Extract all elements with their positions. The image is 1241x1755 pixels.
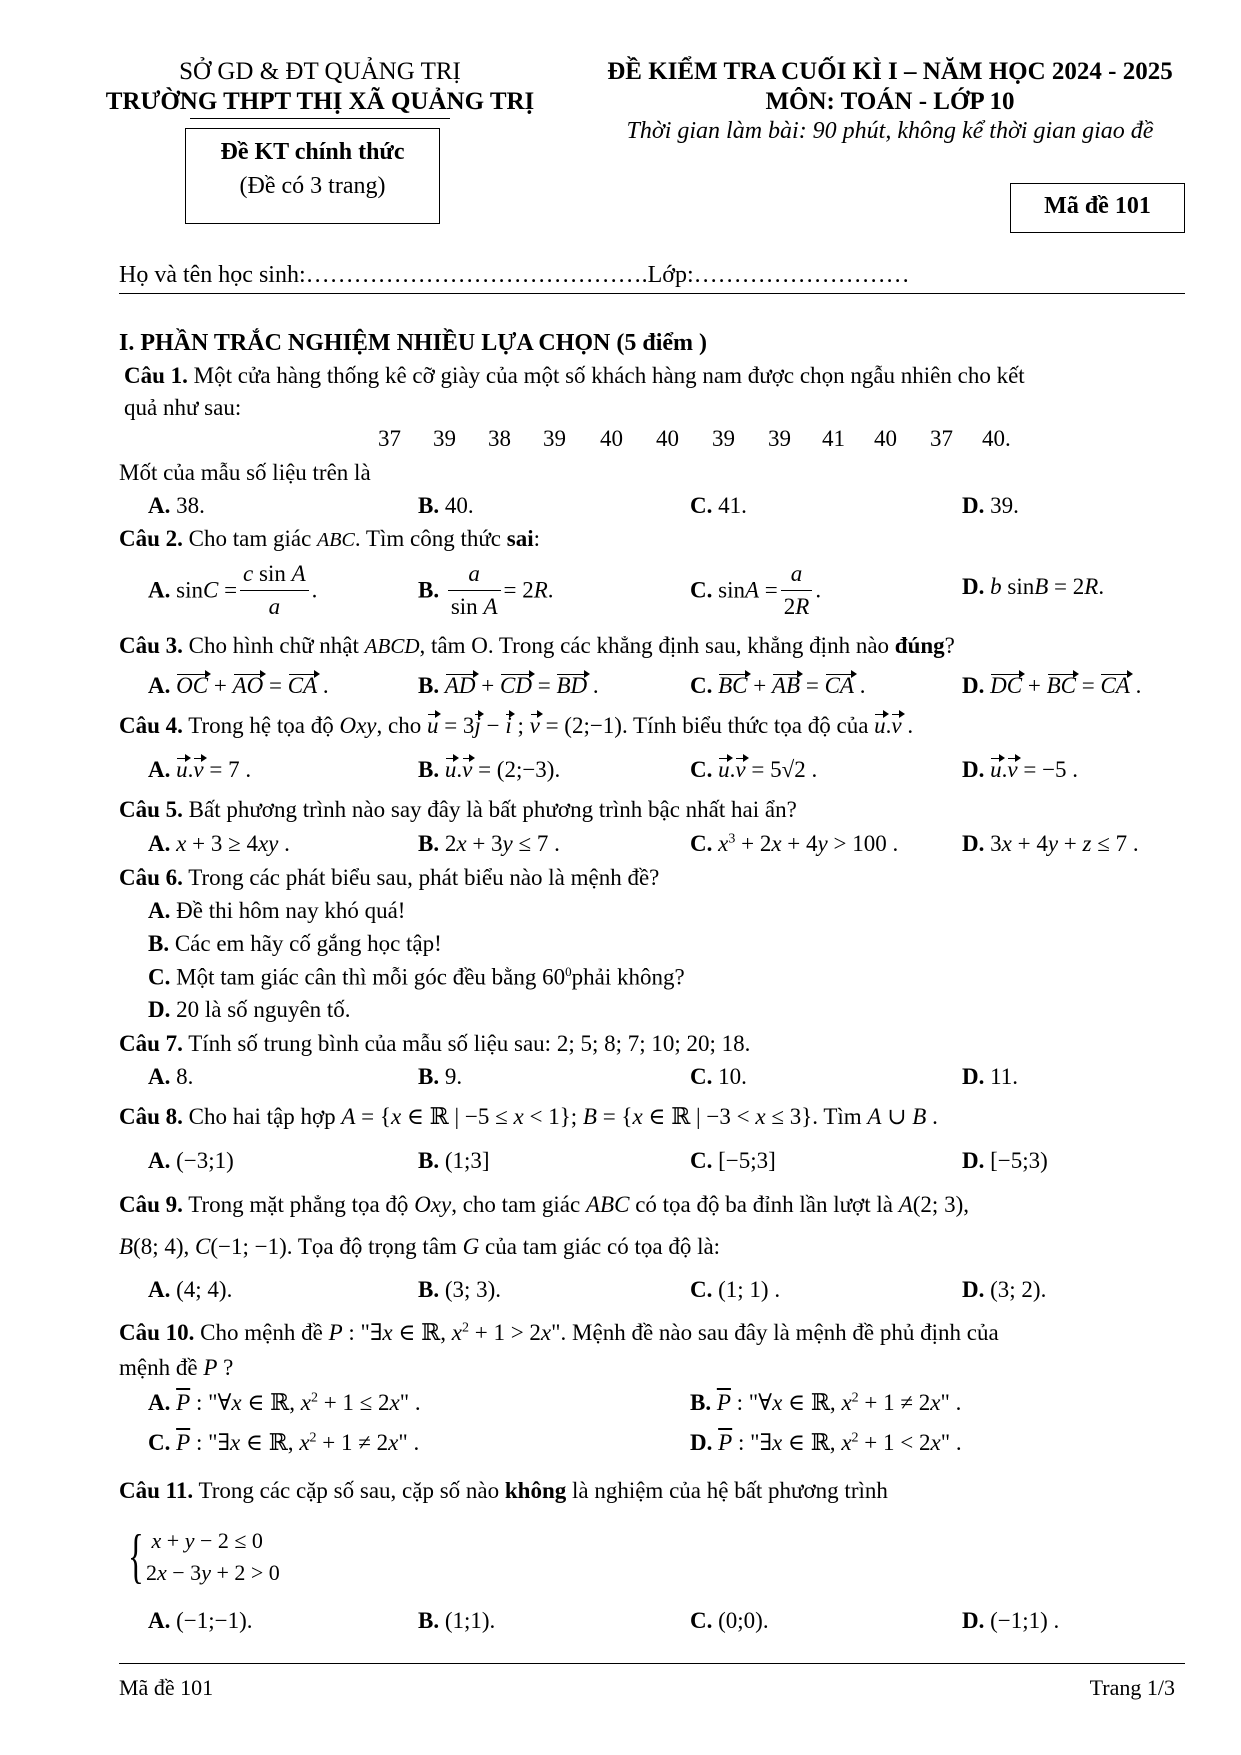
q3-option-d[interactable]: D. DC + BC = CA . — [962, 673, 1142, 698]
q6-option-c[interactable]: C. Một tam giác cân thì mỗi góc đều bằng $60^0phải$ không? — [148, 964, 685, 990]
q6-option-b[interactable]: B. Các em hãy cố gắng học tập! — [148, 931, 442, 956]
time-note: Thời gian làm bài: 90 phút, không kể thời gian giao đề — [626, 118, 1154, 144]
q8-option-d[interactable]: D. [−5;3) — [962, 1148, 1048, 1173]
subject-title: MÔN: TOÁN - LỚP 10 — [765, 88, 1015, 115]
q9-option-b[interactable]: B. (3; 3). — [418, 1277, 502, 1302]
exam-title: ĐỀ KIỂM TRA CUỐI KÌ I – NĂM HỌC 2024 - 2025 — [607, 58, 1173, 85]
q7-option-b[interactable]: B. 9. — [418, 1064, 463, 1089]
q2-option-a[interactable]: A. sinC = $\frac{\text{c sin A}}{a}$ . — [148, 558, 317, 623]
question-1: Câu 1. Một cửa hàng thống kê cỡ giày của một số khách hàng nam được chọn ngẫu nhiên cho kết — [124, 363, 1025, 388]
question-1-cont: quả như sau: — [124, 395, 242, 420]
q4-option-d[interactable]: D. u.v = −5 . — [962, 757, 1079, 782]
question-5: Câu 5. Bất phương trình nào say đây là bất phương trình bậc nhất hai ẩn? — [119, 797, 797, 822]
system-line-2: 2x − 3y + 2 > 0 — [146, 1560, 280, 1585]
q10-option-d[interactable]: D. $\overline{P}$ : "∃x ∈ ℝ, $x^2 + 1 < 2x$" . — [690, 1430, 962, 1455]
q3-option-c[interactable]: C. BC + AB = CA . — [690, 673, 866, 698]
q4-option-b[interactable]: B. u.v = (2;−3). — [418, 757, 561, 782]
system-line-1: x + y − 2 ≤ 0 — [151, 1528, 263, 1553]
q2-option-d[interactable]: D. b sinB = 2R. — [962, 574, 1105, 599]
question-4: Câu 4. Trong hệ tọa độ Oxy, cho u = 3j − i ; v = (2;−1). Tính biểu thức tọa độ của u.v . — [119, 713, 914, 738]
q10-option-a[interactable]: A. $\overline{P}$ : "∀x ∈ ℝ, $x^2 + 1 \le 2x$" . — [148, 1390, 421, 1415]
footer-exam-code: Mã đề 101 — [119, 1675, 214, 1700]
header-divider — [119, 293, 1185, 294]
q6-option-d[interactable]: D. 20 là số nguyên tố. — [148, 997, 351, 1022]
section-title: I. PHẦN TRẮC NGHIỆM NHIỀU LỰA CHỌN (5 điểm ) — [119, 330, 708, 356]
question-11: Câu 11. Trong các cặp số sau, cặp số nào không là nghiệm của hệ bất phương trình — [119, 1478, 888, 1503]
q9-option-d[interactable]: D. (3; 2). — [962, 1277, 1047, 1302]
official-label: Đề KT chính thức — [220, 139, 405, 165]
q10-option-b[interactable]: B. $\overline{P}$ : "∀x ∈ ℝ, $x^2 + 1 \ne 2x$" . — [690, 1390, 962, 1415]
q8-option-a[interactable]: A. (−3;1) — [148, 1148, 234, 1173]
question-8: Câu 8. Cho hai tập hợp A = {x ∈ ℝ | −5 ≤ x < 1}; B = {x ∈ ℝ | −3 < x ≤ 3}. Tìm A ∪ B . — [119, 1104, 938, 1129]
q2-option-b[interactable]: B. $\frac{a}{\text{sin A}}$ = 2R. — [418, 558, 554, 623]
q5-option-d[interactable]: D. 3x + 4y + z ≤ 7 . — [962, 831, 1139, 856]
q1-question: Mốt của mẫu số liệu trên là — [119, 460, 371, 485]
student-info-line — [119, 262, 910, 289]
q1-option-c[interactable]: C. 41. — [690, 493, 747, 518]
footer-divider — [119, 1663, 1185, 1664]
q7-option-c[interactable]: C. 10. — [690, 1064, 747, 1089]
q9-option-c[interactable]: C. (1; 1) . — [690, 1277, 781, 1302]
class-field[interactable]: ……………………… — [693, 262, 910, 288]
exam-code: Mã đề 101 — [1044, 193, 1151, 219]
q9-option-a[interactable]: A. (4; 4). — [148, 1277, 233, 1302]
system-brace: { — [128, 1523, 144, 1589]
question-6: Câu 6. Trong các phát biểu sau, phát biểu nào là mệnh đề? — [119, 865, 660, 890]
q4-option-c[interactable]: C. u.v = 5√2 . — [690, 757, 818, 782]
q5-option-b[interactable]: B. 2x + 3y ≤ 7 . — [418, 831, 560, 856]
class-label: Lớp: — [647, 262, 694, 288]
q4-option-a[interactable]: A. u.v = 7 . — [148, 757, 252, 782]
q1-data-row: 37 39 38 39 40 40 39 39 41 40 37 40. — [378, 426, 1011, 451]
q7-option-d[interactable]: D. 11. — [962, 1064, 1019, 1089]
q11-option-a[interactable]: A. (−1;−1). — [148, 1608, 253, 1633]
q8-option-b[interactable]: B. (1;3] — [418, 1148, 490, 1173]
pages-note: (Đề có 3 trang) — [239, 173, 386, 199]
school-name: TRƯỜNG THPT THỊ XÃ QUẢNG TRỊ — [105, 88, 535, 115]
q5-option-c[interactable]: C. $x^3 + 2x + 4y > 100$ . — [690, 831, 899, 856]
q1-option-a[interactable]: A. 38. — [148, 493, 205, 518]
q7-option-a[interactable]: A. 8. — [148, 1064, 194, 1089]
question-2: Câu 2. Cho tam giác ABC. Tìm công thức sai: — [119, 526, 540, 551]
q11-option-c[interactable]: C. (0;0). — [690, 1608, 769, 1633]
question-9-cont: B(8; 4), C(−1; −1). Tọa độ trọng tâm G của tam giác có tọa độ là: — [119, 1234, 721, 1259]
q11-option-d[interactable]: D. (−1;1) . — [962, 1608, 1060, 1633]
department-name: SỞ GD & ĐT QUẢNG TRỊ — [179, 58, 461, 85]
q11-option-b[interactable]: B. (1;1). — [418, 1608, 496, 1633]
question-10: Câu 10. Cho mệnh đề P : "∃x ∈ ℝ, $x^2 + 1 > 2x$". Mệnh đề nào sau đây là mệnh đề phủ định của — [119, 1320, 999, 1345]
footer-page-number: Trang 1/3 — [1089, 1675, 1175, 1700]
q3-option-b[interactable]: B. AD + CD = BD . — [418, 673, 599, 698]
name-field[interactable]: ……………………………………. — [305, 262, 648, 288]
q1-option-b[interactable]: B. 40. — [418, 493, 474, 518]
school-underline — [190, 118, 450, 119]
q8-option-c[interactable]: C. [−5;3] — [690, 1148, 776, 1173]
question-7: Câu 7. Tính số trung bình của mẫu số liệu sau: 2; 5; 8; 7; 10; 20; 18. — [119, 1031, 751, 1056]
name-label: Họ và tên học sinh: — [119, 262, 306, 288]
q2-option-c[interactable]: C. sinA = $\frac{a}{2R}$ . — [690, 558, 821, 623]
q5-option-a[interactable]: A. x + 3 ≥ 4xy . — [148, 831, 290, 856]
question-10-cont: mệnh đề P ? — [119, 1355, 234, 1380]
q3-option-a[interactable]: A. OC + AO = CA . — [148, 673, 329, 698]
q10-option-c[interactable]: C. $\overline{P}$ : "∃x ∈ ℝ, $x^2 + 1 \ne 2x$" . — [148, 1430, 420, 1455]
question-9: Câu 9. Trong mặt phẳng tọa độ Oxy, cho tam giác ABC có tọa độ ba đỉnh lần lượt là A(2; 3), — [119, 1192, 969, 1217]
q1-option-d[interactable]: D. 39. — [962, 493, 1019, 518]
q6-option-a[interactable]: A. Đề thi hôm nay khó quá! — [148, 898, 406, 923]
question-3: Câu 3. Cho hình chữ nhật ABCD, tâm O. Trong các khẳng định sau, khẳng định nào đúng? — [119, 633, 955, 658]
